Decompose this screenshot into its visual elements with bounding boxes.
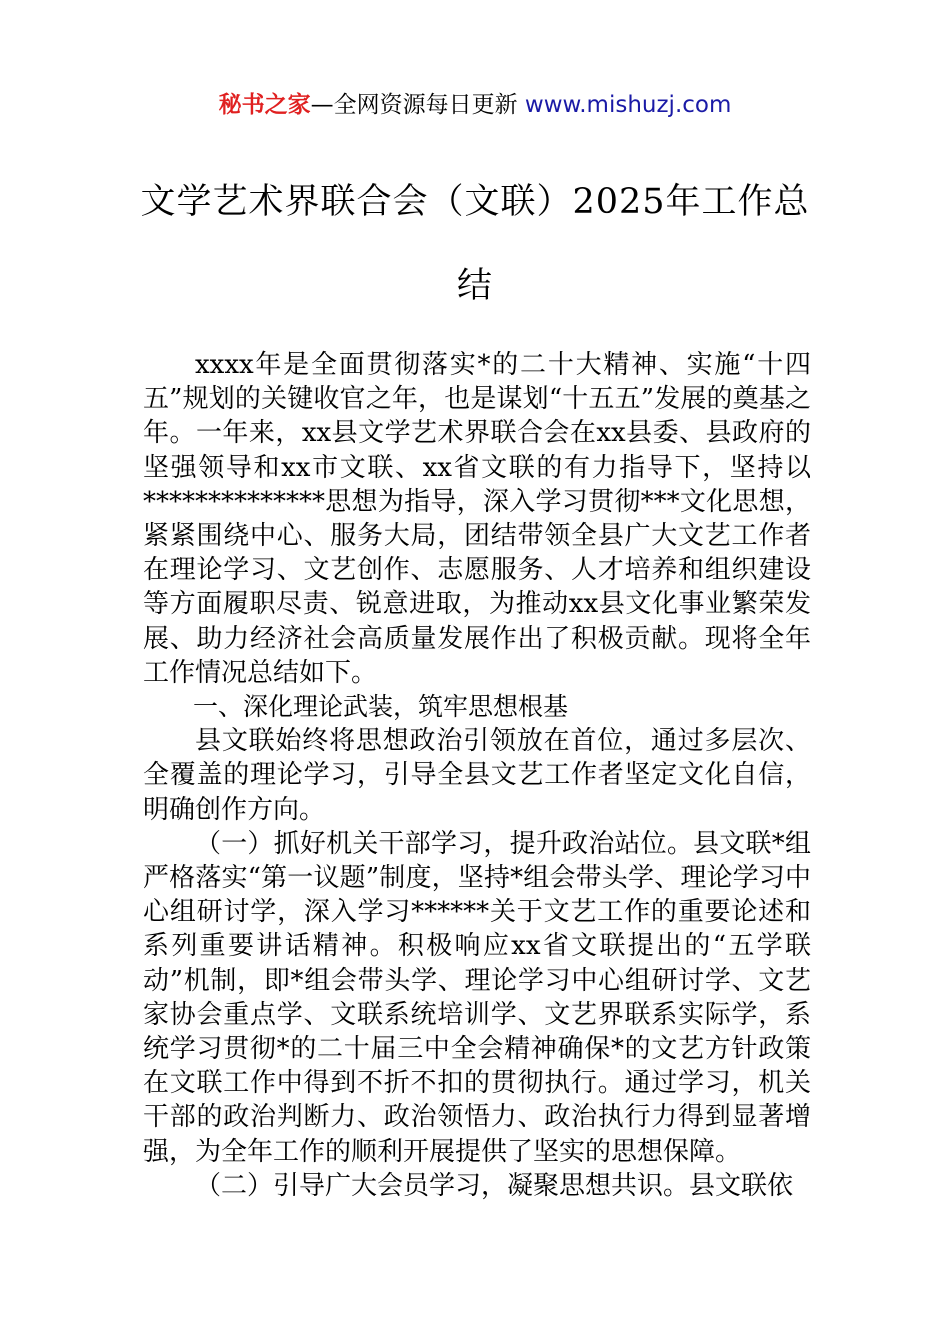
site-tagline: —全网资源每日更新: [310, 92, 525, 118]
site-url-link[interactable]: www.mishuzj.com: [524, 92, 732, 118]
site-brand: 秘书之家: [218, 92, 311, 118]
subsection-paragraph: （二）引导广大会员学习，凝聚思想共识。县文联依: [195, 1170, 794, 1201]
subsection-paragraph: （一）抓好机关干部学习，提升政治站位。县文联*组严格落实“第一议题”制度，坚持*组会带头学、理论学习中心组研讨学，深入学习******关于文艺工作的重要论述和系列重要讲话精神。积极响应xx省文联提出的“五学联动”机制，即*组会带头学、理论学习中心组研讨学、文艺家协会重点学、文联系统培训学、文艺界联系实际学，系统学习贯彻*的二十届三中全会精神确保*的文艺方针政策在文联工作中得到不折不扣的贯彻执行。通过学习，机关干部的政治判断力、政治领悟力、政治执行力得到显著增强，为全年工作的顺利开展提供了坚实的思想保障。: [143, 828, 811, 1167]
section-paragraph: 县文联始终将思想政治引领放在首位，通过多层次、全覆盖的理论学习，引导全县文艺工作者坚定文化自信，明确创作方向。: [143, 726, 811, 825]
document-body: [143, 348, 811, 1203]
intro-paragraph: xxxx年是全面贯彻落实*的二十大精神、实施“十四五”规划的关键收官之年，也是谋划“十五五”发展的奠基之年。一年来，xx县文学艺术界联合会在xx县委、县政府的坚强领导和xx市文联、xx省文联的有力指导下，坚持以**************思想为指导，深入学习贯彻***文化思想，紧紧围绕中心、服务大局，团结带领全县广大文艺工作者在理论学习、文艺创作、志愿服务、人才培养和组织建设等方面履职尽责、锐意进取，为推动xx县文化事业繁荣发展、助力经济社会高质量发展作出了积极贡献。现将全年工作情况总结如下。: [143, 350, 811, 688]
document-title: 文学艺术界联合会（文联）2025年工作总结: [140, 182, 810, 306]
site-banner: [0, 88, 950, 122]
section-heading: 一、深化理论武装，筑牢思想根基: [193, 692, 569, 722]
